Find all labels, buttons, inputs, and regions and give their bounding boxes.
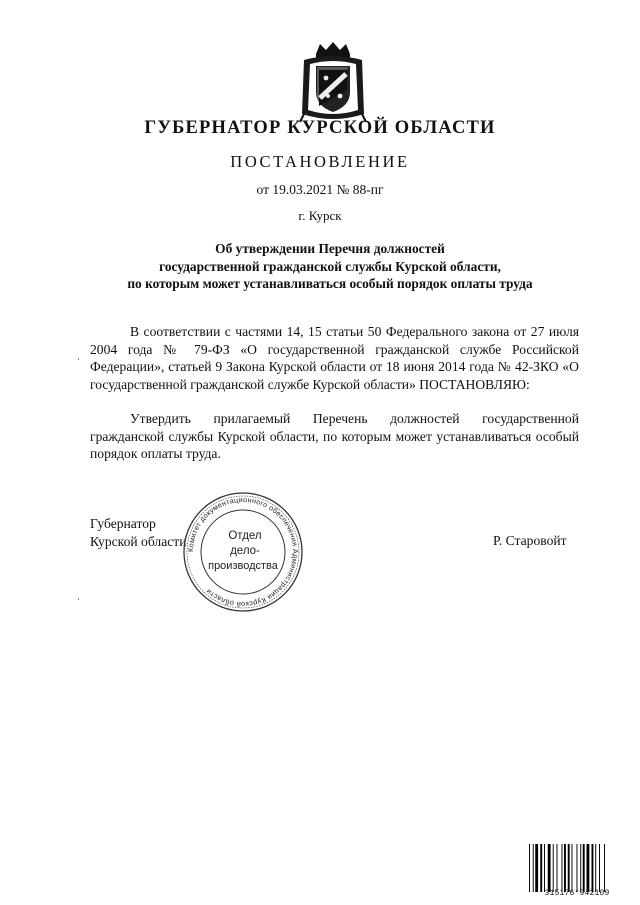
barcode-bar [562,844,563,892]
barcode-bar [544,844,545,892]
document-barcode [529,844,625,892]
barcode-bar [583,844,585,892]
signatory-position-line: Губернатор [90,516,156,531]
signatory-position [90,515,187,550]
barcode-number: 315176*942109 [544,889,610,898]
scan-speck [78,358,79,360]
stamp-line: дело- [230,545,260,557]
barcode-bar [577,844,578,892]
scan-speck [78,598,79,600]
barcode-bar [540,844,542,892]
barcode-bar [548,844,551,892]
barcode-bar [557,844,558,892]
resolution-paragraph: Утвердить прилагаемый Перечень должностей государственной гражданской службы Курской области, по которым может устанавливаться особый порядок оплаты труда. [90,411,579,461]
subject-line: по которым может устанавливаться особый порядок оплаты труда [127,276,533,291]
signatory-position-line: Курской области [90,533,187,549]
official-stamp [181,490,305,614]
barcode-bar [592,844,594,892]
stamp-line: Отдел [228,530,262,542]
document-date-number: от 19.03.2021 № 88-пг [256,182,384,197]
subject-line: государственной гражданской службы Курской области, [159,258,501,274]
document-subject [90,240,570,293]
barcode-bar [568,844,570,892]
document-type: ПОСТАНОВЛЕНИЕ [230,152,410,171]
document-city: г. Курск [298,208,342,223]
subject-line: Об утверждении Перечня должностей [215,241,445,256]
barcode-bar [553,844,554,892]
issuer-title: ГУБЕРНАТОР КУРСКОЙ ОБЛАСТИ [144,118,496,138]
stamp-ring-text: Комитет документационного обеспечения Администрации Курской области [185,494,301,610]
coat-of-arms-emblem [298,40,368,124]
barcode-bar [604,844,605,892]
barcode-bar [595,844,596,892]
barcode-bar [599,844,600,892]
barcode-bar [572,844,573,892]
barcode-bar [533,844,534,892]
signatory-name: Р. Старовойт [493,533,567,548]
barcode-bar [580,844,581,892]
barcode-bar [535,844,538,892]
barcode-bar [564,844,566,892]
preamble-paragraph: В соответствии с частями 14, 15 статьи 50 Федерального закона от 27 июля 2004 года № 79-ФЗ «О государственной гражданской службе Российской Федерации», статьей 9 Закона Курской области от 18 июня 2014 года № 42-ЗКО «О государственной гражданской службе Курской области» ПОСТАНОВЛЯЮ: [90,324,579,392]
barcode-bar [587,844,590,892]
stamp-line: производства [208,560,278,572]
barcode-bar [529,844,530,892]
